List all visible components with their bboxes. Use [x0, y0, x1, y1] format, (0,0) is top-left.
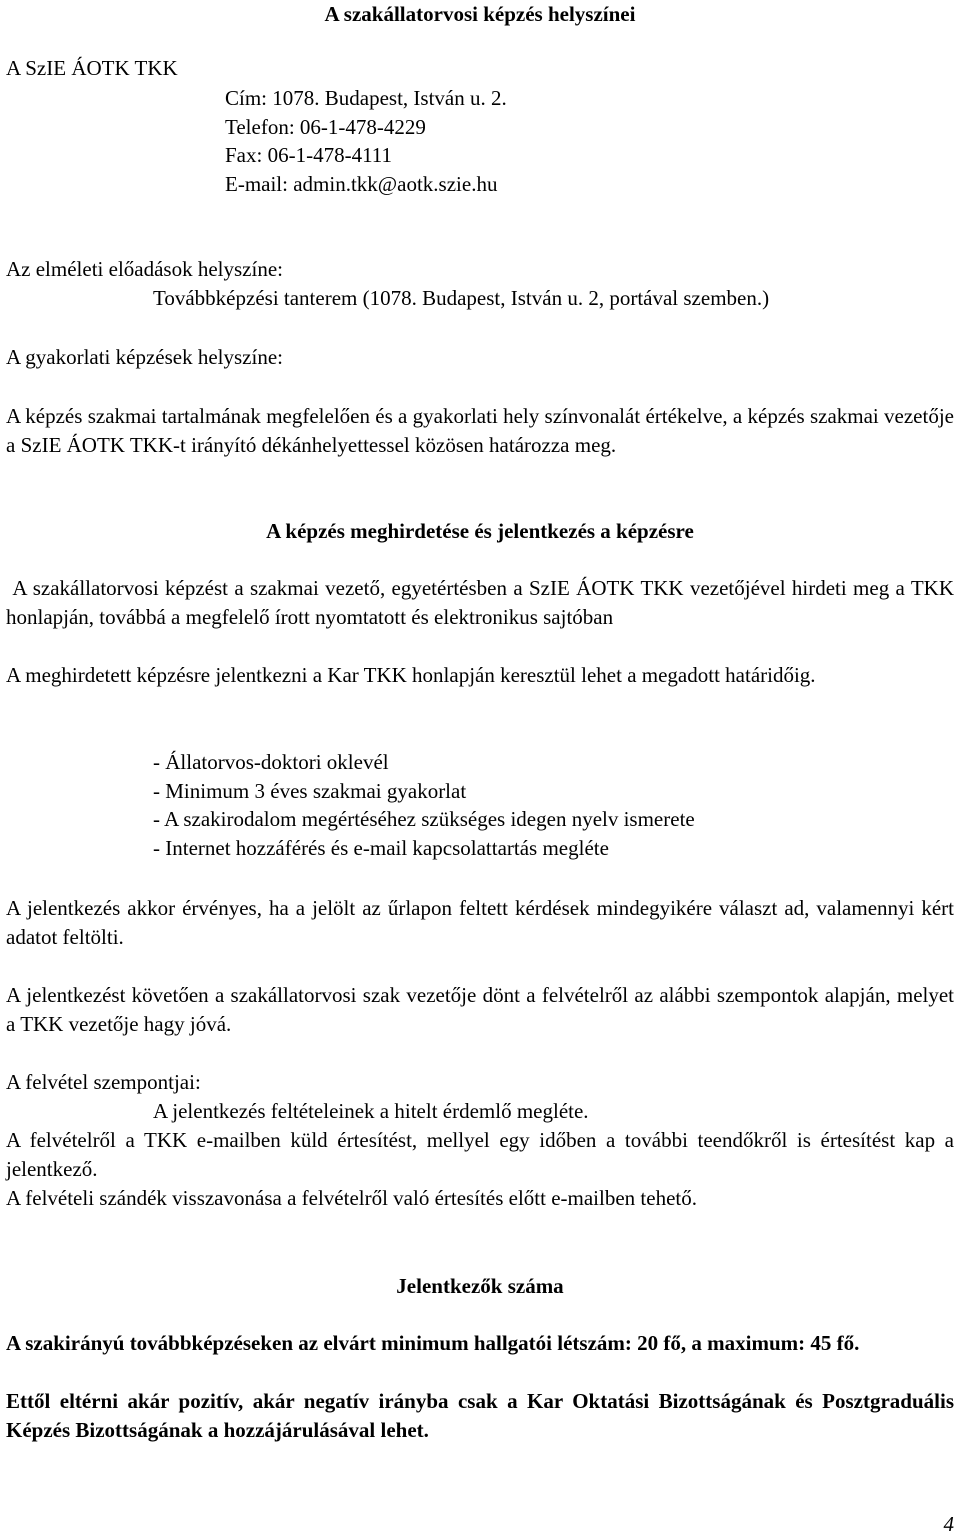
- decision-paragraph: A jelentkezést követően a szakállatorvosi szak vezetője dönt a felvételről az alábbi szempontok alapján, melyet a TKK vezetője hagy jóvá.: [6, 983, 954, 1036]
- list-item: - Minimum 3 éves szakmai gyakorlat: [153, 778, 467, 803]
- deviation-paragraph: Ettől eltérni akár pozitív, akár negatív irányba csak a Kar Oktatási Bizottságának és Posztgraduális Képzés Bizottságának a hozzájárulásával lehet.: [6, 1389, 954, 1442]
- withdrawal-paragraph: A felvételi szándék visszavonása a felvételről való értesítés előtt e-mailben tehető.: [6, 1186, 697, 1210]
- institution-address: Cím: 1078. Budapest, István u. 2.: [225, 86, 507, 110]
- institution-contact: [225, 84, 954, 198]
- institution-name: A SzIE ÁOTK TKK: [6, 56, 178, 80]
- institution-email: E-mail: admin.tkk@aotk.szie.hu: [225, 171, 498, 196]
- theory-location-label: Az elméleti előadások helyszíne:: [6, 257, 283, 281]
- section-heading-applicants: Jelentkezők száma: [396, 1274, 564, 1298]
- application-paragraph: A meghirdetett képzésre jelentkezni a Kar TKK honlapján keresztül lehet a megadott határidőig.: [6, 663, 816, 687]
- requirements-list: [153, 748, 954, 862]
- list-item: - Internet hozzáférés és e-mail kapcsolattartás megléte: [153, 835, 609, 860]
- practice-location-text: A képzés szakmai tartalmának megfelelően és a gyakorlati hely színvonalát értékelve, a képzés szakmai vezetője a SzIE ÁOTK TKK-t irányító dékánhelyettessel közösen határozza meg.: [6, 404, 954, 457]
- list-item: - Állatorvos-doktori oklevél: [153, 750, 389, 774]
- validity-paragraph: A jelentkezés akkor érvényes, ha a jelölt az űrlapon feltett kérdések mindegyikére választ ad, valamennyi kért adatot feltölti.: [6, 896, 954, 949]
- notification-paragraph: A felvételről a TKK e-mailben küld értesítést, mellyel egy időben a további teendőkről is értesítést kap a jelentkező.: [6, 1128, 954, 1181]
- list-item: - A szakirodalom megértéséhez szükséges idegen nyelv ismerete: [153, 807, 695, 831]
- headcount-paragraph: A szakirányú továbbképzéseken az elvárt minimum hallgatói létszám: 20 fő, a maximum: 45 fő.: [6, 1331, 860, 1355]
- page-heading: A szakállatorvosi képzés helyszínei: [324, 2, 636, 26]
- theory-location-value: Továbbképzési tanterem (1078. Budapest, István u. 2, portával szemben.): [153, 286, 770, 310]
- announcement-paragraph: A szakállatorvosi képzést a szakmai vezető, egyetértésben a SzIE ÁOTK TKK vezetőjével hirdeti meg a TKK honlapján, továbbá a megfelelő írott nyomtatott és elektronikus sajtóban: [6, 576, 960, 629]
- section-heading-application: A képzés meghirdetése és jelentkezés a képzésre: [266, 519, 694, 543]
- institution-phone: Telefon: 06-1-478-4229: [225, 114, 426, 139]
- practice-location-label: A gyakorlati képzések helyszíne:: [6, 345, 283, 369]
- criteria-value: A jelentkezés feltételeinek a hitelt érdemlő megléte.: [153, 1099, 589, 1123]
- page-number: 4: [943, 1512, 954, 1536]
- criteria-label: A felvétel szempontjai:: [6, 1070, 201, 1094]
- institution-fax: Fax: 06-1-478-4111: [225, 143, 393, 167]
